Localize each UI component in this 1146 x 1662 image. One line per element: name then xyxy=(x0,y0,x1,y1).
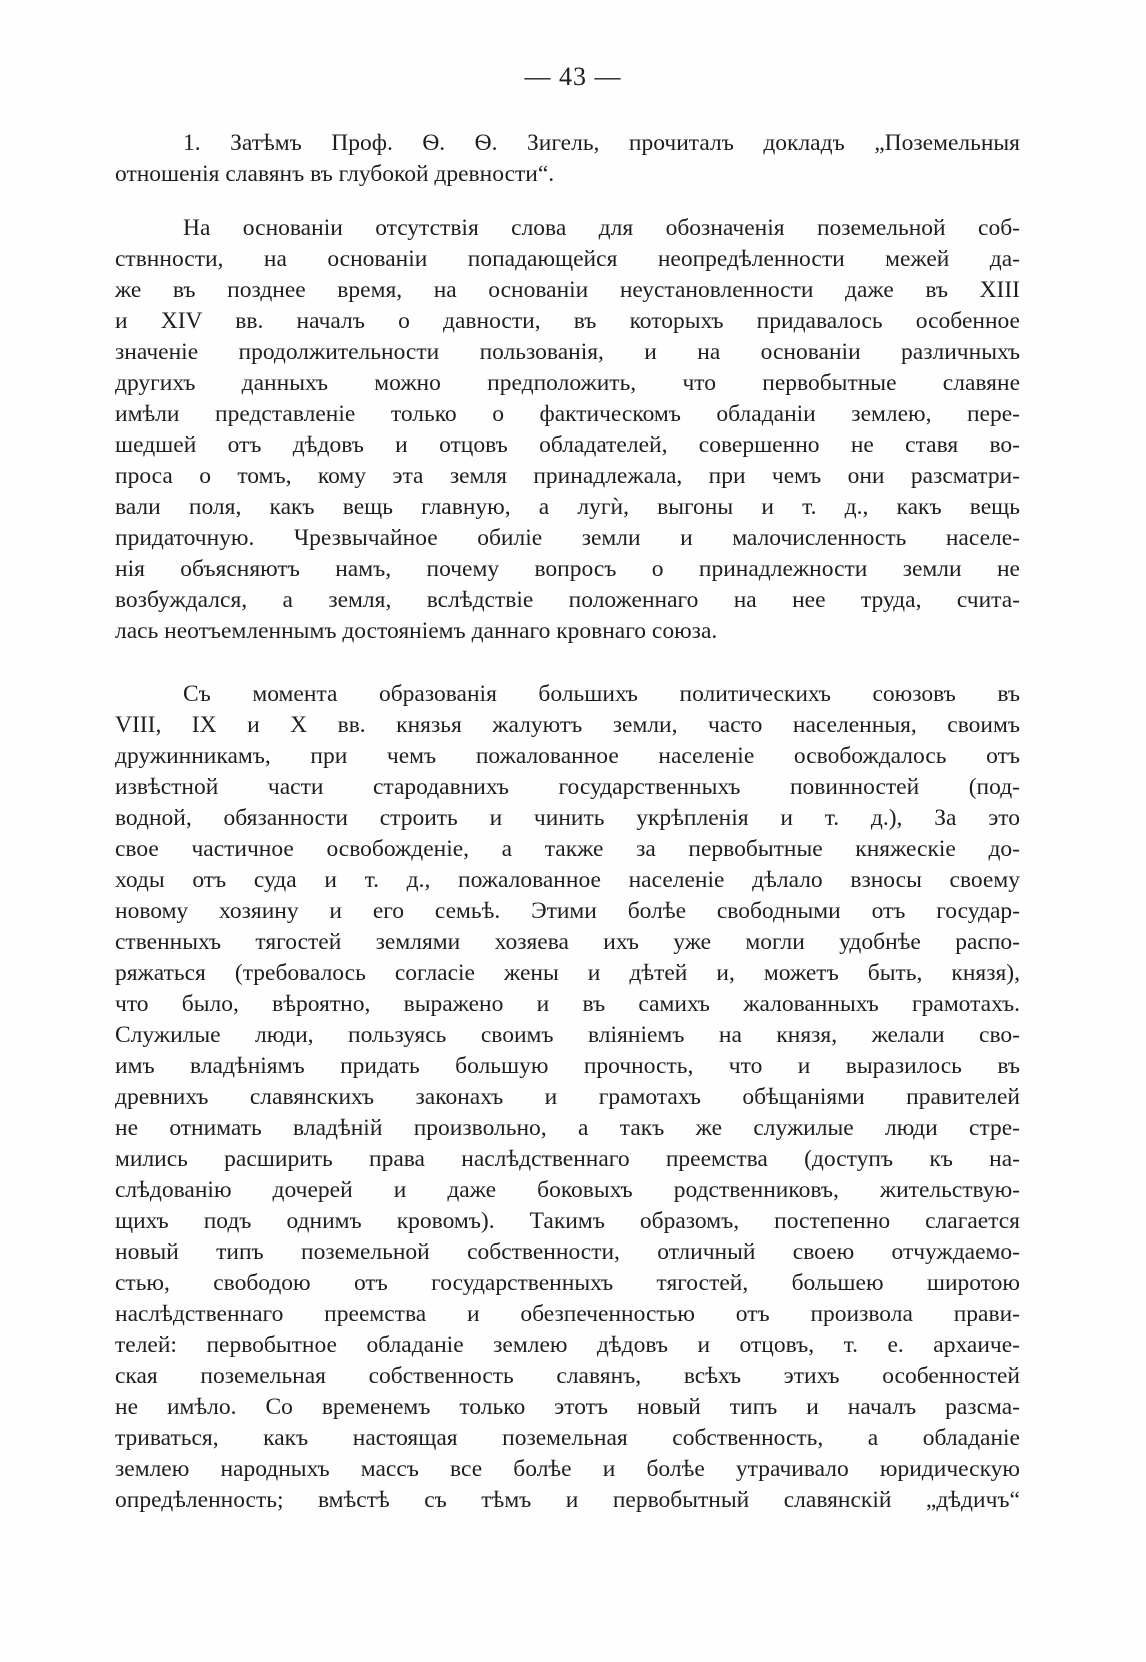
text-line: нія объясняютъ намъ, почему вопросъ о принадлежности земли не xyxy=(115,556,1020,582)
text-line: что было, вѣроятно, выражено и въ самихъ жалованныхъ грамотахъ. xyxy=(115,991,1020,1017)
text-line: же въ позднее время, на основаніи неустановленности даже въ XIII xyxy=(115,277,1020,303)
text-line: Съ момента образованія большихъ политическихъ союзовъ въ xyxy=(183,681,1020,707)
text-line: землею народныхъ массъ все болѣе и болѣе утрачивало юридическую xyxy=(115,1456,1020,1482)
text-line: 1. Затѣмъ Проф. Ѳ. Ѳ. Зигель, прочиталъ докладъ „Поземельныя xyxy=(183,130,1020,156)
text-line: древнихъ славянскихъ законахъ и грамотахъ обѣщаніями правителей xyxy=(115,1084,1020,1110)
text-line: имъ владѣніямъ придать большую прочность, что и выразилось въ xyxy=(115,1053,1020,1079)
text-line: триваться, какъ настоящая поземельная собственность, а обладаніе xyxy=(115,1425,1020,1451)
text-line: имѣли представленіе только о фактическомъ обладаніи землею, пере- xyxy=(115,401,1020,427)
text-line: ряжаться (требовалось согласіе жены и дѣтей и, можетъ быть, князя), xyxy=(115,960,1020,986)
text-line: ская поземельная собственность славянъ, всѣхъ этихъ особенностей xyxy=(115,1363,1020,1389)
text-line: мились расширить права наслѣдственнаго преемства (доступъ къ на- xyxy=(115,1146,1020,1172)
text-line: и XIV вв. началъ о давности, въ которыхъ придавалось особенное xyxy=(115,308,1020,334)
text-line: извѣстной части стародавнихъ государственныхъ повинностей (под- xyxy=(115,774,1020,800)
text-line: опредѣленность; вмѣстѣ съ тѣмъ и первобытный славянскій „дѣдичъ“ xyxy=(115,1487,1020,1513)
text-line: возбуждался, а земля, вслѣдствіе положеннаго на нее труда, счита- xyxy=(115,587,1020,613)
text-line: водной, обязанности строить и чинить укрѣпленія и т. д.), За это xyxy=(115,805,1020,831)
text-line: отношенія славянъ въ глубокой древности“. xyxy=(115,161,555,187)
text-line: дружинникамъ, при чемъ пожалованное населеніе освобождалось отъ xyxy=(115,743,1020,769)
text-line: На основаніи отсутствія слова для обозначенія поземельной соб- xyxy=(183,215,1020,241)
text-line: ствнности, на основаніи попадающейся неопредѣленности межей да- xyxy=(115,246,1020,272)
text-line: ственныхъ тягостей землями хозяева ихъ уже могли удобнѣе распо- xyxy=(115,929,1020,955)
text-line: новому хозяину и его семьѣ. Этими болѣе свободными отъ государ- xyxy=(115,898,1020,924)
text-line: не имѣло. Со временемъ только этотъ новый типъ и началъ разсма- xyxy=(115,1394,1020,1420)
text-line: значеніе продолжительности пользованія, и на основаніи различныхъ xyxy=(115,339,1020,365)
paragraph-land-relations xyxy=(115,213,1020,647)
text-line: шедшей отъ дѣдовъ и отцовъ обладателей, совершенно не ставя во- xyxy=(115,432,1020,458)
text-line: новый типъ поземельной собственности, отличный своею отчуждаемо- xyxy=(115,1239,1020,1265)
text-line: телей: первобытное обладаніе землею дѣдовъ и отцовъ, т. е. архаиче- xyxy=(115,1332,1020,1358)
text-line: вали поля, какъ вещь главную, а лугѝ, выгоны и т. д., какъ вещь xyxy=(115,494,1020,520)
text-line: VIII, IX и X вв. князья жалуютъ земли, часто населенныя, своимъ xyxy=(115,712,1020,738)
text-line: Служилые люди, пользуясь своимъ вліяніемъ на князя, желали сво- xyxy=(115,1022,1020,1048)
text-line: другихъ данныхъ можно предположить, что первобытные славяне xyxy=(115,370,1020,396)
page-number: — 43 — xyxy=(524,62,622,91)
text-line: проса о томъ, кому эта земля принадлежала, при чемъ они разсматри- xyxy=(115,463,1020,489)
text-line: лась неотъемленнымъ достояніемъ даннаго кровнаго союза. xyxy=(115,618,718,644)
paragraph-political-unions xyxy=(115,679,1020,1516)
text-line: придаточную. Чрезвычайное обиліе земли и малочисленность населе- xyxy=(115,525,1020,551)
text-line: не отнимать владѣній произвольно, а такъ же служилые люди стре- xyxy=(115,1115,1020,1141)
text-line: слѣдованію дочерей и даже боковыхъ родственниковъ, жительствую- xyxy=(115,1177,1020,1203)
paragraph-intro xyxy=(115,128,1020,190)
text-line: стью, свободою отъ государственныхъ тягостей, большею широтою xyxy=(115,1270,1020,1296)
text-line: щихъ подъ однимъ кровомъ). Такимъ образомъ, постепенно слагается xyxy=(115,1208,1020,1234)
text-line: свое частичное освобожденіе, а также за первобытные княжескіе до- xyxy=(115,836,1020,862)
text-line: ходы отъ суда и т. д., пожалованное населеніе дѣлало взносы своему xyxy=(115,867,1020,893)
text-line: наслѣдственнаго преемства и обезпеченностью отъ произвола прави- xyxy=(115,1301,1020,1327)
